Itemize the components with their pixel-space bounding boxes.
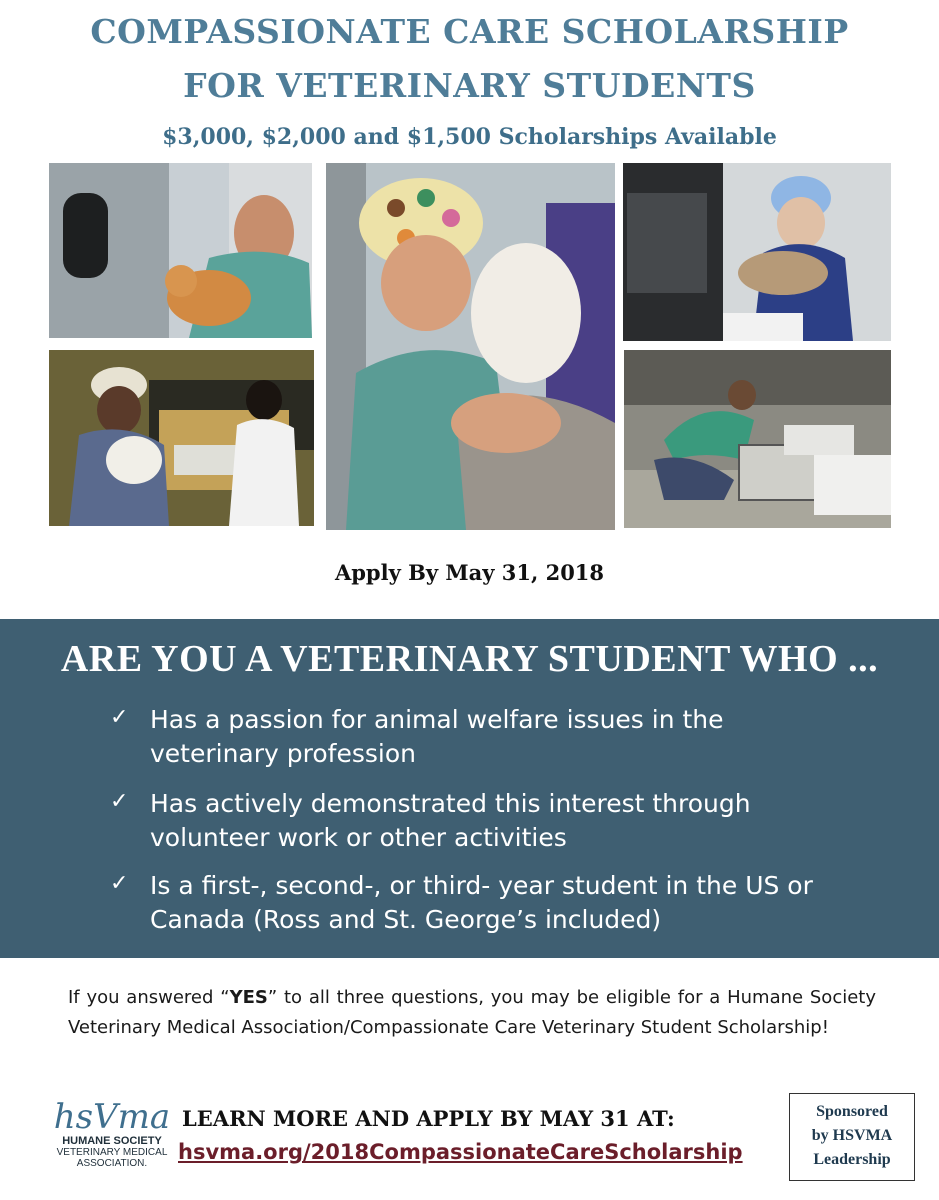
- scholarship-title-line-2: FOR VETERINARY STUDENTS: [183, 66, 756, 105]
- eligibility-emphasis: YES: [229, 987, 268, 1008]
- photo-student-with-cage: [624, 350, 891, 528]
- sponsor-line: Leadership: [813, 1151, 891, 1168]
- criteria-item: [112, 703, 832, 771]
- criteria-item-text: Is a first-, second-, or third- year student in the US or Canada (Ross and St. George’s included): [150, 871, 813, 934]
- scholarship-title-line-1: COMPASSIONATE CARE SCHOLARSHIP: [90, 12, 849, 51]
- sponsor-line: Sponsored: [816, 1103, 888, 1120]
- eligibility-suffix: ” to all three questions, you may be eligible for a Humane Society Veterinary Medical Association/Compassionate Care Veterinary Student Scholarship!: [68, 987, 877, 1038]
- eligibility-prefix: If you answered “: [68, 987, 230, 1008]
- checkmark-icon: ✓: [110, 871, 129, 896]
- photo-vet-with-kitten: [49, 163, 312, 338]
- criteria-item: [112, 787, 832, 855]
- checkmark-icon: ✓: [110, 789, 129, 814]
- criteria-heading: ARE YOU A VETERINARY STUDENT WHO ...: [60, 638, 879, 680]
- checkmark-icon: ✓: [110, 705, 129, 730]
- sponsor-line: by HSVMA: [811, 1127, 893, 1144]
- eligibility-statement: [68, 983, 876, 1043]
- criteria-item-text: Has actively demonstrated this interest through volunteer work or other activities: [150, 789, 751, 852]
- scholarship-amounts-subtitle: $3,000, $2,000 and $1,500 Scholarships Available: [162, 124, 777, 150]
- criteria-panel: [0, 619, 939, 958]
- apply-url-link[interactable]: hsvma.org/2018CompassionateCareScholarship: [178, 1140, 743, 1164]
- photo-vet-hugging-poodle: [326, 163, 615, 530]
- photo-student-with-elderly-owner: [49, 350, 314, 526]
- hsvma-logo-line: VETERINARY MEDICAL: [56, 1147, 168, 1158]
- criteria-item: [112, 869, 832, 937]
- hsvma-logo: [52, 1097, 172, 1188]
- sponsor-box: [789, 1093, 915, 1181]
- learn-more-heading: LEARN MORE AND APPLY BY MAY 31 AT:: [182, 1106, 675, 1131]
- hsvma-logo-line: HUMANE SOCIETY: [62, 1135, 162, 1147]
- criteria-item-text: Has a passion for animal welfare issues in the veterinary profession: [150, 705, 724, 768]
- hsvma-logo-mark: hsVma: [53, 1097, 171, 1137]
- hsvma-logo-line: ASSOCIATION.: [76, 1158, 148, 1169]
- application-deadline: Apply By May 31, 2018: [334, 560, 605, 585]
- photo-vet-holding-puppy: [623, 163, 891, 341]
